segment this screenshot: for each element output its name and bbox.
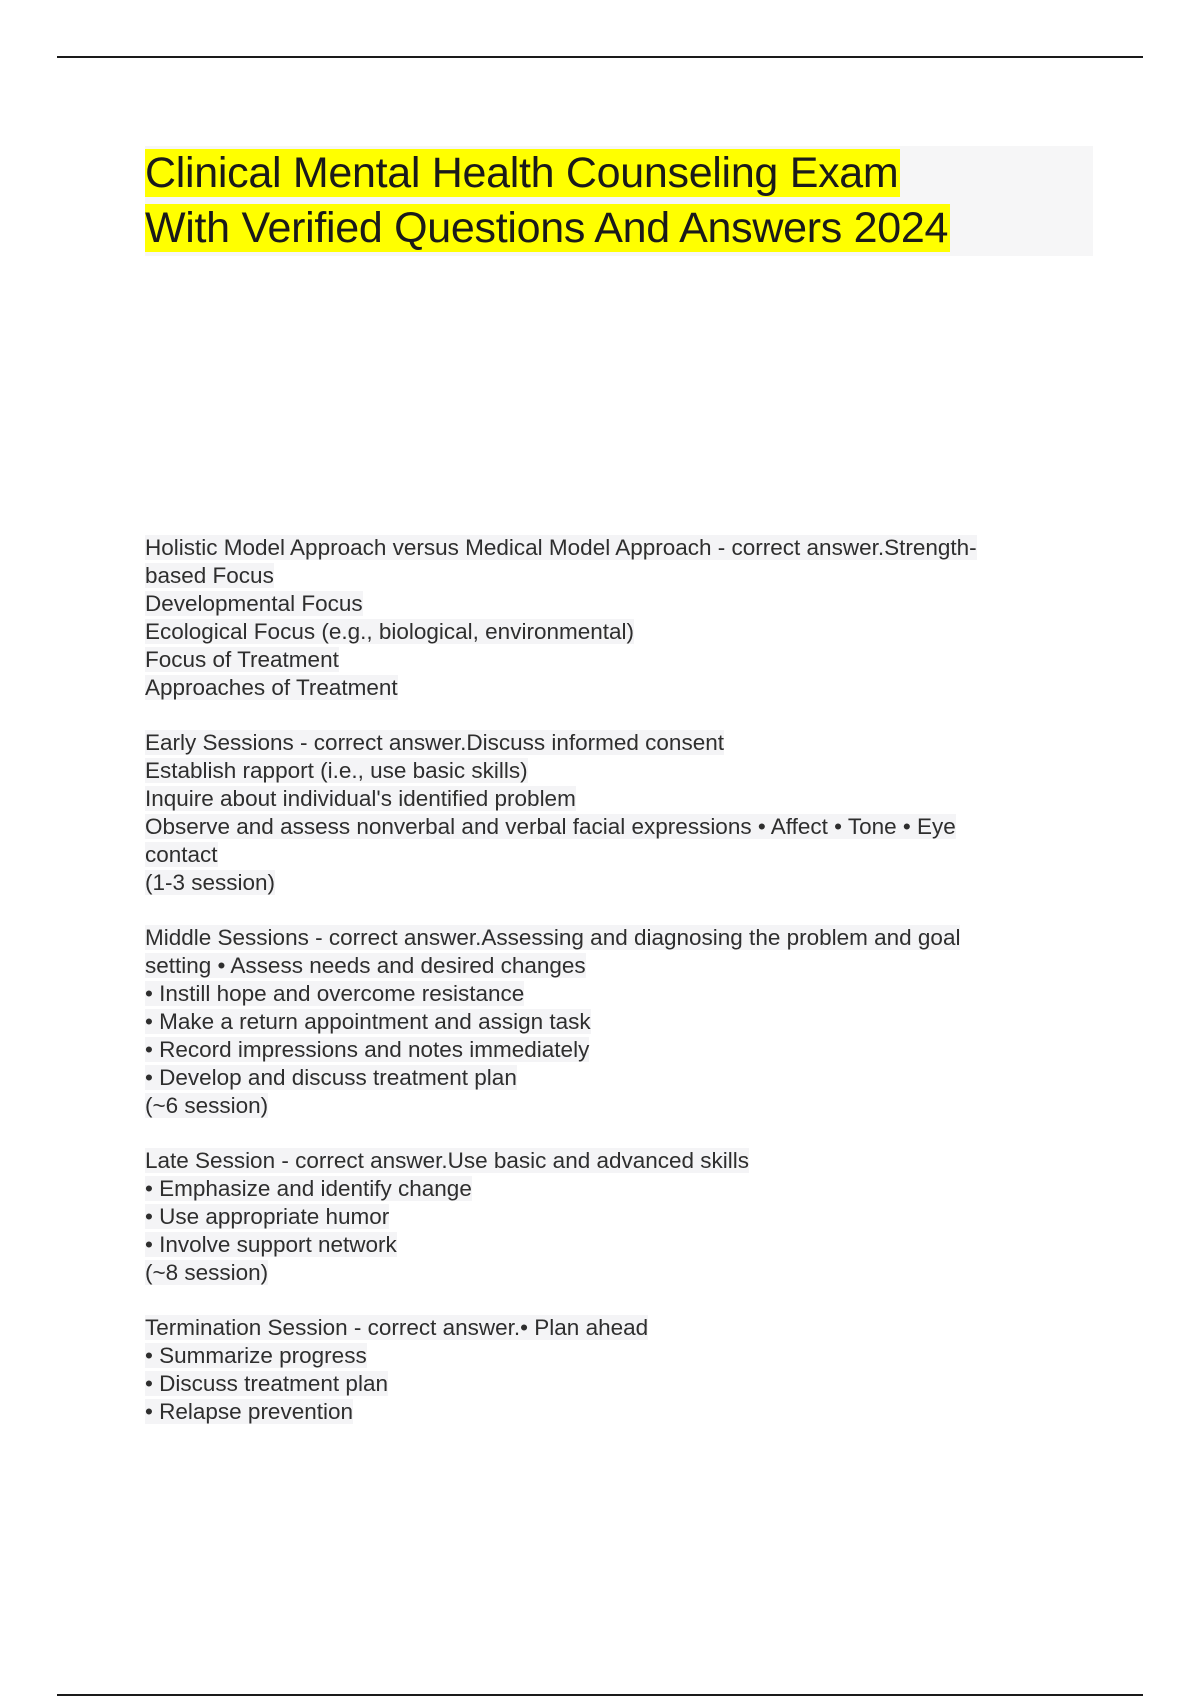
qa-line: Early Sessions - correct answer.Discuss informed consent bbox=[145, 730, 724, 755]
bottom-rule bbox=[57, 1694, 1143, 1696]
qa-entry-termination-session bbox=[145, 1314, 1065, 1426]
qa-entry-holistic-model bbox=[145, 534, 1065, 702]
qa-line: contact bbox=[145, 842, 218, 867]
qa-line: Focus of Treatment bbox=[145, 647, 339, 672]
qa-line: Middle Sessions - correct answer.Assessing and diagnosing the problem and goal bbox=[145, 925, 961, 950]
qa-line: • Emphasize and identify change bbox=[145, 1176, 472, 1201]
qa-line: setting • Assess needs and desired changes bbox=[145, 953, 586, 978]
qa-line: • Use appropriate humor bbox=[145, 1204, 390, 1229]
qa-line: (~8 session) bbox=[145, 1260, 269, 1285]
qa-line: • Involve support network bbox=[145, 1232, 397, 1257]
qa-line: Observe and assess nonverbal and verbal facial expressions • Affect • Tone • Eye bbox=[145, 814, 956, 839]
qa-line: Holistic Model Approach versus Medical Model Approach - correct answer.Strength- bbox=[145, 535, 977, 560]
qa-line: based Focus bbox=[145, 563, 274, 588]
qa-entry-middle-sessions bbox=[145, 924, 1065, 1120]
qa-line: Developmental Focus bbox=[145, 591, 363, 616]
title-line-1: Clinical Mental Health Counseling Exam bbox=[145, 149, 899, 197]
qa-entry-early-sessions bbox=[145, 729, 1065, 897]
qa-line: • Relapse prevention bbox=[145, 1399, 354, 1424]
qa-line: Approaches of Treatment bbox=[145, 675, 398, 700]
top-rule bbox=[57, 56, 1143, 58]
title-line-2: With Verified Questions And Answers 2024 bbox=[145, 204, 949, 252]
qa-line: • Discuss treatment plan bbox=[145, 1371, 388, 1396]
qa-line: • Summarize progress bbox=[145, 1343, 367, 1368]
title-block bbox=[145, 146, 1093, 256]
qa-line: (1-3 session) bbox=[145, 870, 276, 895]
qa-line: • Instill hope and overcome resistance bbox=[145, 981, 525, 1006]
qa-line: • Develop and discuss treatment plan bbox=[145, 1065, 517, 1090]
qa-line: Ecological Focus (e.g., biological, environmental) bbox=[145, 619, 634, 644]
qa-line: (~6 session) bbox=[145, 1093, 269, 1118]
document-title bbox=[145, 146, 1093, 256]
qa-content bbox=[145, 534, 1065, 1453]
qa-line: Establish rapport (i.e., use basic skills) bbox=[145, 758, 528, 783]
qa-line: Termination Session - correct answer.• Plan ahead bbox=[145, 1315, 649, 1340]
qa-line: • Record impressions and notes immediately bbox=[145, 1037, 590, 1062]
qa-entry-late-session bbox=[145, 1147, 1065, 1287]
qa-line: • Make a return appointment and assign task bbox=[145, 1009, 591, 1034]
qa-line: Late Session - correct answer.Use basic and advanced skills bbox=[145, 1148, 750, 1173]
qa-line: Inquire about individual's identified problem bbox=[145, 786, 576, 811]
